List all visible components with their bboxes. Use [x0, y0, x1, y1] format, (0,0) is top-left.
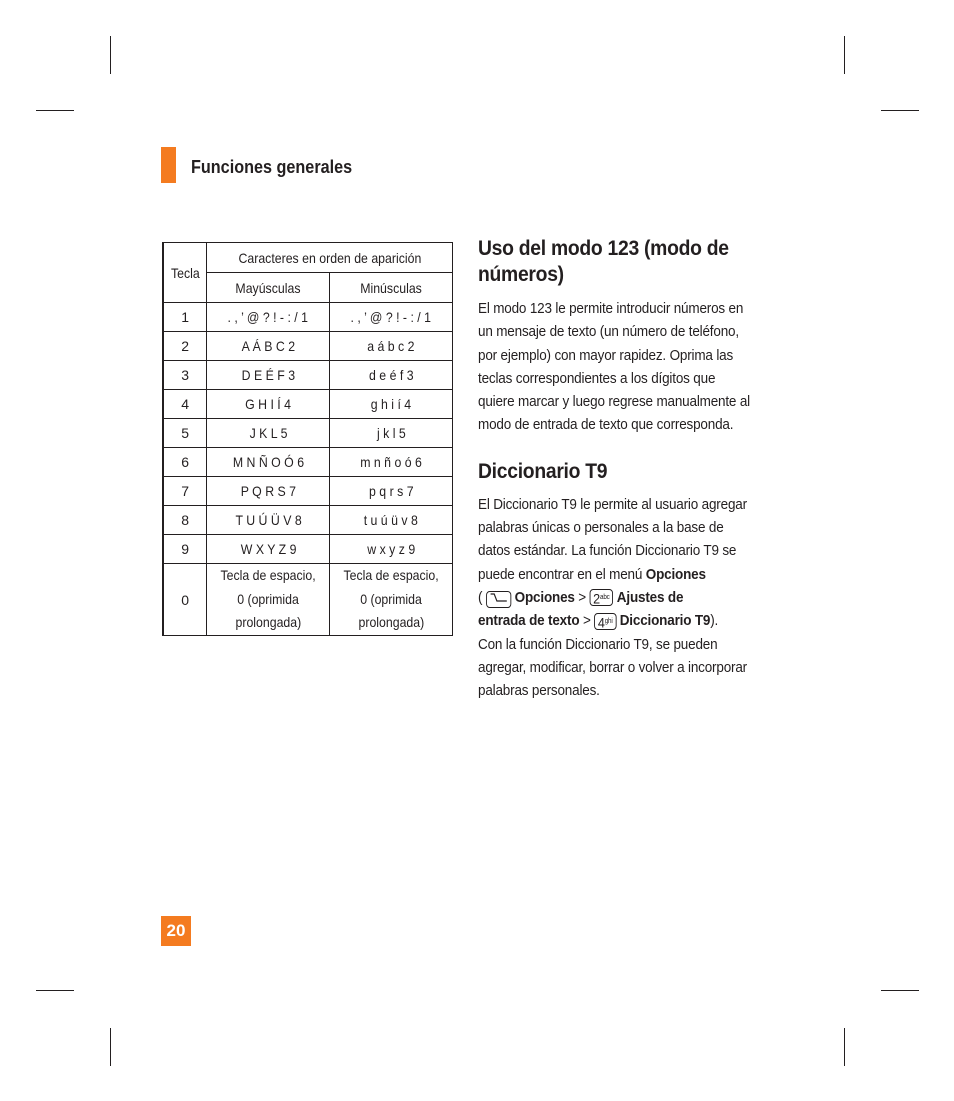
lower-cell: . , ’ @ ? ! - : / 1 — [330, 303, 453, 332]
upper-cell: A Á B C 2 — [207, 332, 330, 361]
crop-mark — [110, 36, 111, 74]
key-cell: 8 — [163, 506, 207, 535]
crop-mark — [36, 990, 74, 991]
table-row — [163, 332, 453, 361]
crop-mark — [36, 110, 74, 111]
lower-cell: Tecla de espacio, 0 (oprimida prolongada) — [330, 564, 453, 636]
crop-mark — [844, 36, 845, 74]
section-title: Funciones generales — [191, 157, 353, 177]
key-cell: 1 — [163, 303, 207, 332]
key-cell: 3 — [163, 361, 207, 390]
table-row — [163, 448, 453, 477]
header-upper: Mayúsculas — [207, 273, 330, 303]
crop-mark — [881, 110, 919, 111]
upper-cell: D E É F 3 — [207, 361, 330, 390]
page-number: 20 — [161, 916, 191, 946]
upper-cell: Tecla de espacio, 0 (oprimida prolongada) — [207, 564, 330, 636]
key-cell: 9 — [163, 535, 207, 564]
upper-cell: W X Y Z 9 — [207, 535, 330, 564]
header-key: Tecla — [163, 243, 207, 303]
lower-cell: p q r s 7 — [330, 477, 453, 506]
section-heading-t9: Diccionario T9 — [478, 459, 608, 483]
table-row — [163, 303, 453, 332]
table-row — [163, 564, 453, 636]
table-row — [163, 419, 453, 448]
crop-mark — [881, 990, 919, 991]
lower-cell: w x y z 9 — [330, 535, 453, 564]
lower-cell: g h i í 4 — [330, 390, 453, 419]
lower-cell: a á b c 2 — [330, 332, 453, 361]
upper-cell: G H I Í 4 — [207, 390, 330, 419]
upper-cell: J K L 5 — [207, 419, 330, 448]
section-accent-bar — [161, 147, 176, 183]
softkey-icon — [486, 591, 511, 608]
lower-cell: t u ú ü v 8 — [330, 506, 453, 535]
lower-cell: m n ñ o ó 6 — [330, 448, 453, 477]
key-cell: 0 — [163, 564, 207, 636]
key-cell: 2 — [163, 332, 207, 361]
header-lower: Minúsculas — [330, 273, 453, 303]
character-table — [162, 242, 453, 636]
key-cell: 7 — [163, 477, 207, 506]
upper-cell: T U Ú Ü V 8 — [207, 506, 330, 535]
upper-cell: . , ’ @ ? ! - : / 1 — [207, 303, 330, 332]
table-row — [163, 361, 453, 390]
header-group: Caracteres en orden de aparición — [207, 243, 453, 273]
key-cell: 4 — [163, 390, 207, 419]
section-heading-123: Uso del modo 123 (modo de números) — [478, 237, 729, 286]
paragraph-t9: El Diccionario T9 le permite al usuario agregar palabras únicas o personales a la base de datos estándar. La función Diccionario T9 se puede encontrar en el menú Opciones ( Opciones > $2^{abc}$ Ajustes de entrada de texto > $4^{ghi}$ Diccionario T9). Con la función Diccionario T9, se pueden agregar, modificar, borrar o volver a incorporar palabras personales. — [478, 495, 747, 700]
crop-mark — [110, 1028, 111, 1066]
table-row — [163, 477, 453, 506]
lower-cell: d e é f 3 — [330, 361, 453, 390]
lower-cell: j k l 5 — [330, 419, 453, 448]
upper-cell: M N Ñ O Ó 6 — [207, 448, 330, 477]
key-cell: 5 — [163, 419, 207, 448]
key-2-icon: $2^{abc}$ — [590, 589, 614, 606]
table-row — [163, 390, 453, 419]
right-column — [478, 236, 770, 702]
upper-cell: P Q R S 7 — [207, 477, 330, 506]
key-4-icon: $4^{ghi}$ — [594, 613, 616, 630]
table-row — [163, 506, 453, 535]
key-cell: 6 — [163, 448, 207, 477]
crop-mark — [844, 1028, 845, 1066]
table-row — [163, 535, 453, 564]
paragraph-123: El modo 123 le permite introducir números en un mensaje de texto (un número de teléfono, por ejemplo) con mayor rapidez. Oprima las teclas correspondientes a los dígitos que quiere marcar y luego regrese manualmente al modo de entrada de texto que corresponda. — [478, 300, 750, 434]
